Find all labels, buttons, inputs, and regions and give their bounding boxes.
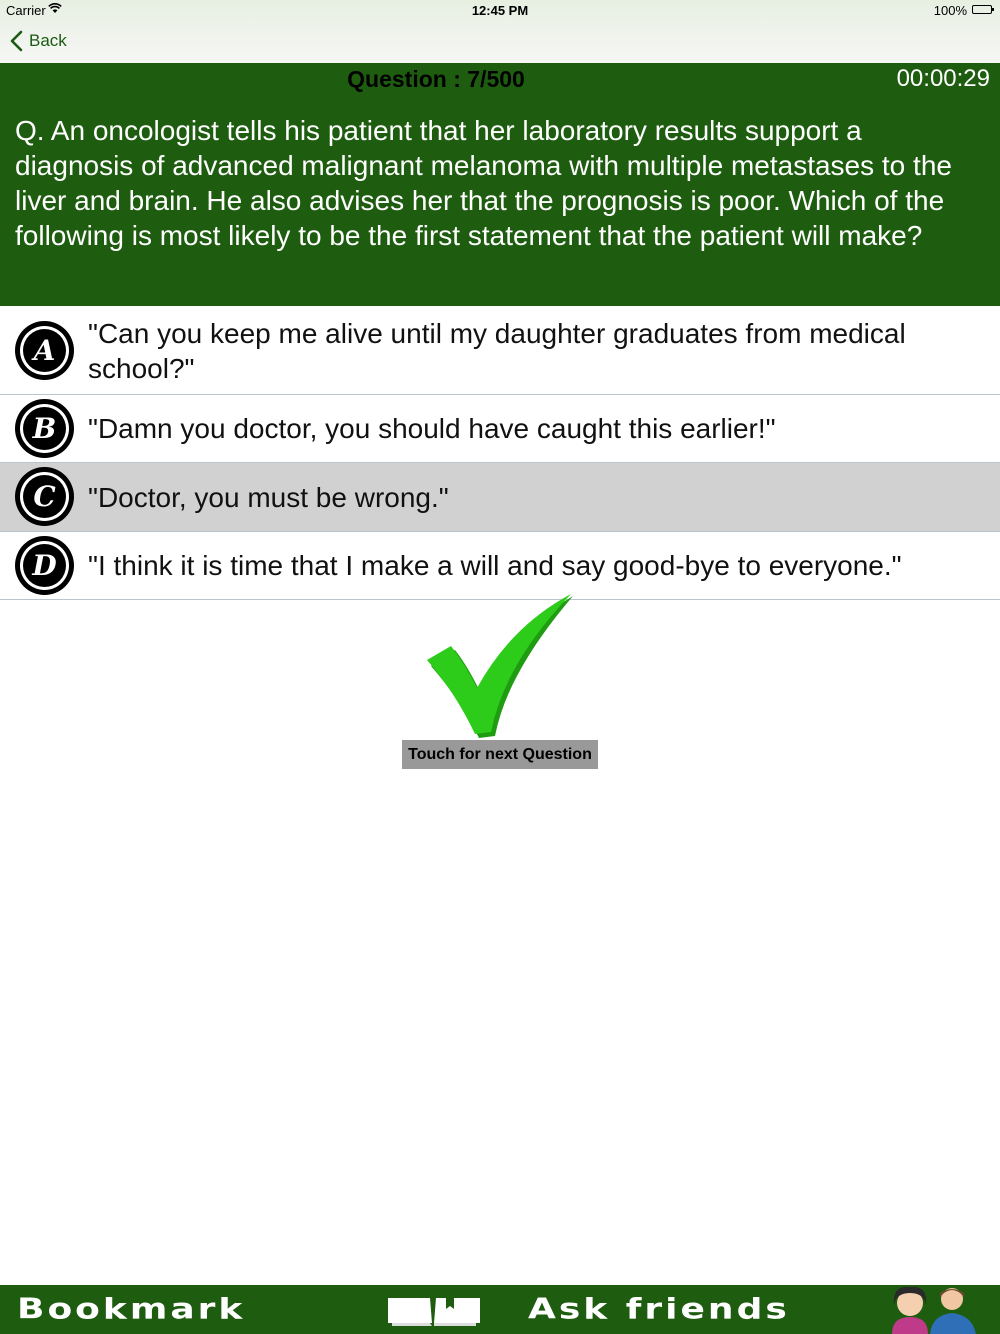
friends-icon[interactable]: [866, 1285, 994, 1334]
chevron-left-icon: [10, 30, 23, 52]
question-text: Q. An oncologist tells his patient that her laboratory results support a diagnosis of advanced malignant melanoma with multiple metastases to the liver and brain. He also advises her that the prognosis is poor. Which of the following is most likely to be the first statement that the patient will make?: [15, 115, 952, 251]
letter-a-icon: A: [15, 321, 74, 380]
back-button[interactable]: [10, 29, 67, 53]
carrier-label: Carrier: [6, 3, 46, 18]
option-d-text: "I think it is time that I make a will and say good-bye to everyone.": [88, 550, 902, 581]
status-bar: [0, 0, 1000, 22]
battery-percent: 100%: [933, 3, 967, 18]
timer: 00:00:29: [896, 65, 990, 92]
bottom-toolbar: [0, 1285, 1000, 1334]
top-bar: [0, 0, 1000, 63]
option-c[interactable]: [0, 463, 1000, 532]
battery-icon: [972, 5, 992, 14]
question-panel: [0, 63, 1000, 306]
back-label: Back: [29, 31, 67, 50]
option-c-text: "Doctor, you must be wrong.": [88, 482, 449, 513]
clock: 12:45 PM: [471, 3, 529, 18]
option-b-text: "Damn you doctor, you should have caught this earlier!": [88, 413, 776, 444]
book-icon[interactable]: [386, 1295, 482, 1327]
question-counter: Question : 7/500: [347, 66, 525, 92]
option-a-text: "Can you keep me alive until my daughter graduates from medical school?": [88, 318, 906, 384]
option-b[interactable]: [0, 395, 1000, 463]
letter-d-icon: D: [15, 536, 74, 595]
ask-friends-button[interactable]: Ask friends: [528, 1293, 790, 1326]
letter-c-icon: C: [15, 467, 74, 526]
bookmark-button[interactable]: Bookmark: [17, 1293, 246, 1326]
next-question-button[interactable]: Touch for next Question: [402, 740, 598, 769]
option-a[interactable]: [0, 306, 1000, 395]
letter-b-icon: B: [15, 399, 74, 458]
checkmark-icon: [425, 594, 577, 744]
option-d[interactable]: [0, 532, 1000, 600]
